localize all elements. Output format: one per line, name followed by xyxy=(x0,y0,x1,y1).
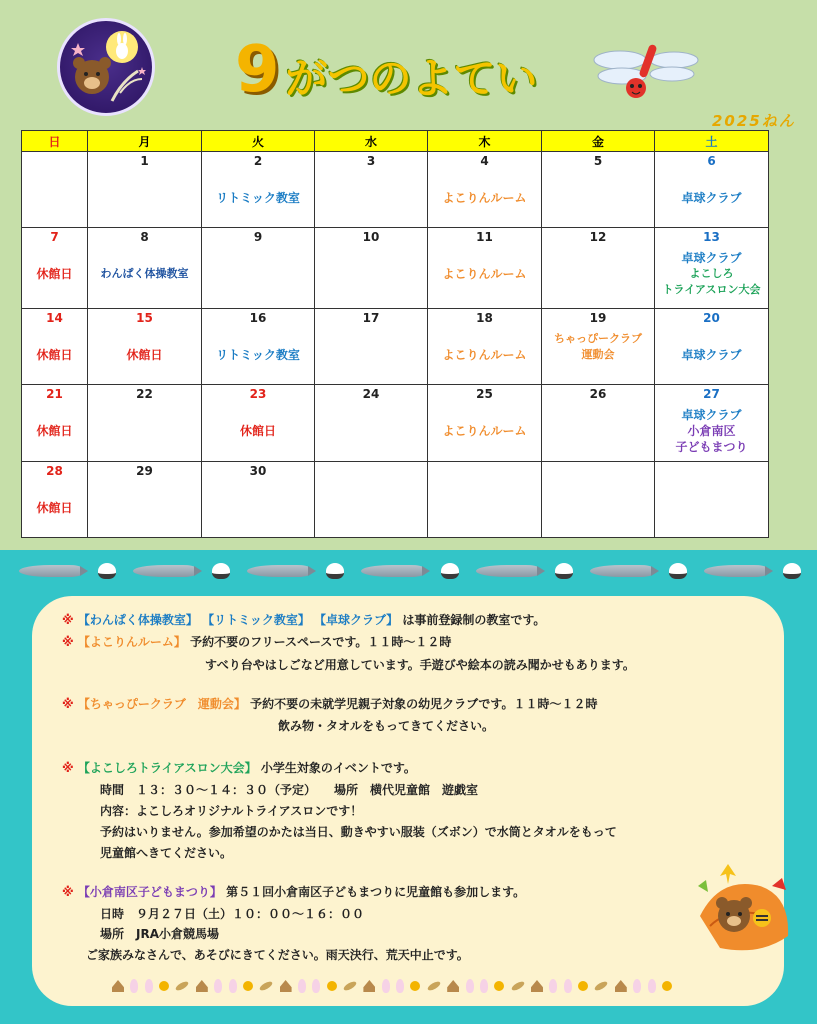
calendar-day-cell xyxy=(22,309,88,385)
hut-icon xyxy=(196,980,208,992)
calendar-week-row xyxy=(22,462,769,538)
calendar-day-cell xyxy=(428,228,542,309)
rabbit-icon xyxy=(480,979,488,993)
day-number: 23 xyxy=(249,387,267,401)
calendar-day-cell xyxy=(88,309,202,385)
day-number: 1 xyxy=(140,154,149,168)
fish-decoration-row xyxy=(10,558,810,584)
note-line-2: ※ 【よこりんルーム】 予約不要のフリースペースです。１１時～１２時 xyxy=(62,635,452,649)
weekday-fri: 金 xyxy=(542,131,655,152)
calendar-day-cell xyxy=(542,152,655,228)
hut-icon xyxy=(615,980,627,992)
calendar-day-cell xyxy=(428,152,542,228)
calendar-event: リトミック教室 xyxy=(216,348,300,362)
saury-fish-icon xyxy=(133,565,195,577)
saury-fish-icon xyxy=(590,565,652,577)
calendar-week-row xyxy=(22,228,769,309)
day-number: 26 xyxy=(589,387,607,401)
rabbit-icon xyxy=(382,979,390,993)
day-number: 18 xyxy=(476,311,493,325)
moon-dot-icon xyxy=(159,981,169,991)
calendar-event: 休館日 xyxy=(36,501,73,515)
rabbit-icon xyxy=(648,979,656,993)
rabbit-icon xyxy=(130,979,138,993)
day-number: 6 xyxy=(707,154,716,168)
calendar-day-cell xyxy=(202,385,315,462)
calendar-event: 運動会 xyxy=(581,348,615,361)
calendar-day-cell xyxy=(542,309,655,385)
calendar-event: トライアスロン大会 xyxy=(662,283,761,296)
day-number: 17 xyxy=(362,311,380,325)
title-month-number: 9 xyxy=(235,33,280,107)
note-line-4: ※ 【ちゃっぴークラブ 運動会】 予約不要の未就学児親子対象の幼児クラブです。１１時～１２時 xyxy=(62,697,598,711)
moon-dot-icon xyxy=(327,981,337,991)
calendar-event: よこりんルーム xyxy=(442,424,527,438)
calendar-event: 卓球クラブ xyxy=(681,348,742,362)
grass-icon xyxy=(510,980,525,992)
day-number: 11 xyxy=(476,230,493,244)
day-number: 29 xyxy=(136,464,153,478)
moon-rabbit-bear-icon xyxy=(57,18,155,116)
day-number: 7 xyxy=(50,230,59,244)
day-number: 3 xyxy=(366,154,376,168)
rabbit-icon xyxy=(312,979,320,993)
onigiri-icon xyxy=(441,563,459,579)
day-number: 22 xyxy=(136,387,153,401)
calendar-day-cell xyxy=(202,228,315,309)
day-number: 14 xyxy=(46,311,63,325)
day-number: 19 xyxy=(589,311,607,325)
note-line-8: 内容：よこしろオリジナルトライアスロンです！ xyxy=(100,804,363,818)
calendar-day-cell xyxy=(655,228,769,309)
note-line-6: ※ 【よこしろトライアスロン大会】 小学生対象のイベントです。 xyxy=(62,761,416,775)
calendar-event: 休館日 xyxy=(36,348,73,362)
weekday-header-row xyxy=(22,131,769,152)
note-line-13: 場所 JRA小倉競馬場 xyxy=(100,927,219,941)
title-text: がつのよてい xyxy=(285,54,538,103)
onigiri-icon xyxy=(783,563,801,579)
note-line-10: 児童館へきてください。 xyxy=(100,846,233,860)
calendar-week-row xyxy=(22,385,769,462)
onigiri-icon xyxy=(669,563,687,579)
hut-icon xyxy=(112,980,124,992)
calendar-event: 子どもまつり xyxy=(675,440,748,454)
calendar-day-cell xyxy=(315,152,428,228)
day-number: 24 xyxy=(362,387,380,401)
rabbit-icon xyxy=(396,979,404,993)
calendar-event: 休館日 xyxy=(239,424,276,438)
calendar-day-cell xyxy=(88,462,202,538)
day-number: 21 xyxy=(46,387,63,401)
day-number: 5 xyxy=(593,154,603,168)
note-line-14: ご家族みなさんで、あそびにきてください。雨天決行、荒天中止です。 xyxy=(86,948,469,962)
day-number: 13 xyxy=(703,230,720,244)
note-line-1: ※ 【わんぱく体操教室】 【リトミック教室】 【卓球クラブ】 は事前登録制の教室です。 xyxy=(62,613,546,627)
calendar-day-cell xyxy=(22,385,88,462)
rabbit-icon xyxy=(229,979,237,993)
moon-dot-icon xyxy=(494,981,504,991)
note-line-3: すべり台やはしごなど用意しています。手遊びや絵本の読み聞かせもあります。 xyxy=(205,658,635,672)
weekday-sat: 土 xyxy=(655,131,769,152)
saury-fish-icon xyxy=(704,565,766,577)
calendar-day-cell xyxy=(655,152,769,228)
calendar-day-cell xyxy=(542,228,655,309)
calendar-day-cell xyxy=(88,152,202,228)
calendar-event: 小倉南区 xyxy=(687,424,736,438)
rabbit-icon xyxy=(633,979,641,993)
weekday-sun: 日 xyxy=(22,131,88,152)
calendar-day-cell xyxy=(542,385,655,462)
rabbit-icon xyxy=(298,979,306,993)
dragonfly-icon xyxy=(592,38,704,106)
note-line-11: ※ 【小倉南区子どもまつり】 第５１回小倉南区子どもまつりに児童館も参加します。 xyxy=(62,885,526,899)
note-line-12: 日時 ９月２７日（土）１０：００～１６：００ xyxy=(100,907,365,921)
calendar-day-cell xyxy=(655,309,769,385)
rabbit-icon xyxy=(145,979,153,993)
note-line-9: 予約はいりません。参加希望のかたは当日、動きやすい服装（ズボン）で水筒とタオルをもって xyxy=(100,825,617,839)
grass-icon xyxy=(594,980,609,992)
day-number: 8 xyxy=(140,230,149,244)
calendar-day-cell xyxy=(655,462,769,538)
footer-decoration-row xyxy=(112,976,672,996)
calendar-day-cell xyxy=(315,309,428,385)
weekday-thu: 木 xyxy=(428,131,542,152)
day-number: 2 xyxy=(253,154,263,168)
moon-dot-icon xyxy=(662,981,672,991)
year-label: 2025ねん xyxy=(712,112,796,130)
calendar-event: 休館日 xyxy=(36,424,73,438)
calendar-day-cell xyxy=(428,385,542,462)
moon-dot-icon xyxy=(578,981,588,991)
calendar-event: よこりんルーム xyxy=(442,191,527,205)
bear-autumn-leaves-icon xyxy=(690,856,798,964)
saury-fish-icon xyxy=(476,565,538,577)
day-number: 25 xyxy=(476,387,493,401)
hut-icon xyxy=(531,980,543,992)
onigiri-icon xyxy=(212,563,230,579)
calendar-event: よこりんルーム xyxy=(442,348,527,362)
grass-icon xyxy=(426,980,441,992)
day-number: 28 xyxy=(46,464,63,478)
calendar-week-row xyxy=(22,152,769,228)
calendar-day-cell xyxy=(88,385,202,462)
calendar-event: 卓球クラブ xyxy=(681,408,742,422)
weekday-tue: 火 xyxy=(202,131,315,152)
calendar-event: わんぱく体操教室 xyxy=(100,267,189,280)
onigiri-icon xyxy=(98,563,116,579)
day-number: 9 xyxy=(253,230,263,244)
onigiri-icon xyxy=(555,563,573,579)
day-number: 4 xyxy=(480,154,489,168)
grass-icon xyxy=(259,980,274,992)
calendar-event: 卓球クラブ xyxy=(681,191,742,205)
onigiri-icon xyxy=(326,563,344,579)
saury-fish-icon xyxy=(361,565,423,577)
saury-fish-icon xyxy=(19,565,81,577)
calendar-day-cell xyxy=(22,228,88,309)
calendar-table xyxy=(21,130,769,538)
rabbit-icon xyxy=(549,979,557,993)
grass-icon xyxy=(342,980,357,992)
day-number: 30 xyxy=(249,464,267,478)
hut-icon xyxy=(363,980,375,992)
calendar-day-cell xyxy=(22,462,88,538)
day-number: 27 xyxy=(703,387,720,401)
note-line-5: 飲み物・タオルをもってきてください。 xyxy=(278,719,495,733)
calendar-day-cell xyxy=(202,152,315,228)
calendar-event: リトミック教室 xyxy=(216,191,300,205)
grass-icon xyxy=(175,980,190,992)
day-number: 12 xyxy=(589,230,607,244)
calendar-day-cell xyxy=(315,462,428,538)
calendar-day-cell xyxy=(542,462,655,538)
day-number: 15 xyxy=(136,311,153,325)
day-number: 16 xyxy=(249,311,267,325)
calendar-day-cell xyxy=(202,462,315,538)
weekday-wed: 水 xyxy=(315,131,428,152)
day-number: 10 xyxy=(362,230,380,244)
moon-dot-icon xyxy=(410,981,420,991)
hut-icon xyxy=(447,980,459,992)
day-number: 20 xyxy=(703,311,720,325)
calendar-day-cell xyxy=(655,385,769,462)
calendar-day-cell xyxy=(22,152,88,228)
moon-dot-icon xyxy=(243,981,253,991)
calendar-week-row xyxy=(22,309,769,385)
hut-icon xyxy=(280,980,292,992)
saury-fish-icon xyxy=(247,565,309,577)
calendar-event: 卓球クラブ xyxy=(681,251,742,265)
rabbit-icon xyxy=(466,979,474,993)
calendar-day-cell xyxy=(315,385,428,462)
page-title xyxy=(235,22,538,107)
calendar-event: 休館日 xyxy=(36,267,73,281)
calendar-event: 休館日 xyxy=(126,348,163,362)
calendar-day-cell xyxy=(428,309,542,385)
calendar-day-cell xyxy=(428,462,542,538)
weekday-mon: 月 xyxy=(88,131,202,152)
rabbit-icon xyxy=(564,979,572,993)
calendar-event: ちゃっぴークラブ xyxy=(554,332,642,345)
note-line-7: 時間 １３：３０～１４：３０（予定） 場所 横代児童館 遊戯室 xyxy=(100,783,479,797)
calendar-event: よこりんルーム xyxy=(442,267,527,281)
calendar-day-cell xyxy=(202,309,315,385)
calendar-day-cell xyxy=(315,228,428,309)
calendar-day-cell xyxy=(88,228,202,309)
rabbit-icon xyxy=(214,979,222,993)
calendar-event: よこしろ xyxy=(689,267,734,280)
